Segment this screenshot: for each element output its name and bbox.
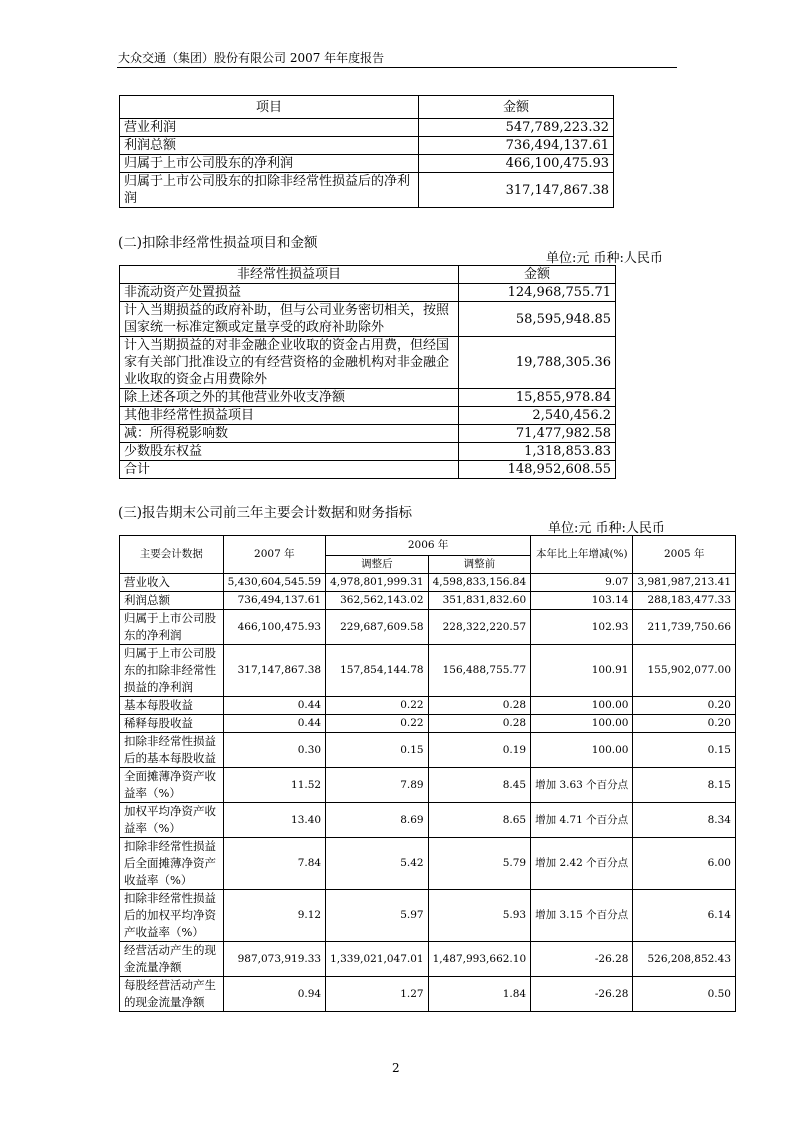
table-row [120, 173, 614, 208]
row-label: 营业收入 [120, 574, 224, 592]
row-amount: 2,540,456.2 [459, 407, 616, 425]
table-row [120, 425, 616, 443]
table-row [120, 137, 614, 155]
row-amount: 148,952,608.55 [459, 461, 616, 479]
value-change: -26.28 [531, 977, 633, 1012]
table-row [120, 284, 616, 302]
value-2006-adjusted-before: 351,831,832.60 [428, 592, 531, 610]
page-number: 2 [392, 1061, 400, 1075]
column-header-amount: 金额 [419, 96, 614, 119]
table-row [120, 890, 736, 942]
row-label: 合计 [120, 461, 459, 479]
value-2005: 0.20 [633, 715, 736, 733]
value-2006-adjusted-after: 157,854,144.78 [326, 645, 429, 697]
value-2006-adjusted-before: 156,488,755.77 [428, 645, 531, 697]
table-row [120, 697, 736, 715]
column-header-2006: 2006 年 [326, 536, 531, 556]
value-2006-adjusted-before: 0.28 [428, 697, 531, 715]
row-label: 基本每股收益 [120, 697, 224, 715]
value-change: 102.93 [531, 610, 633, 645]
table-row [120, 574, 736, 592]
value-2005: 211,739,750.66 [633, 610, 736, 645]
value-2005: 0.50 [633, 977, 736, 1012]
table-row [120, 645, 736, 697]
value-2006-adjusted-after: 5.42 [326, 838, 429, 890]
value-2007: 13.40 [223, 803, 326, 838]
row-label: 扣除非经常性损益后全面摊薄净资产收益率（%） [120, 838, 224, 890]
row-amount: 71,477,982.58 [459, 425, 616, 443]
value-2007: 0.44 [223, 697, 326, 715]
table-row [120, 610, 736, 645]
value-2007: 11.52 [223, 768, 326, 803]
value-change: -26.28 [531, 942, 633, 977]
table-row [120, 337, 616, 389]
value-2006-adjusted-after: 4,978,801,999.31 [326, 574, 429, 592]
value-2005: 0.20 [633, 697, 736, 715]
value-2007: 5,430,604,545.59 [223, 574, 326, 592]
table-row [120, 119, 614, 137]
row-amount: 466,100,475.93 [419, 155, 614, 173]
value-2006-adjusted-after: 0.15 [326, 733, 429, 768]
key-financial-data-table [119, 535, 736, 1012]
table-row [120, 768, 736, 803]
value-2006-adjusted-after: 362,562,143.02 [326, 592, 429, 610]
value-2007: 0.30 [223, 733, 326, 768]
row-amount: 547,789,223.32 [419, 119, 614, 137]
nonrecurring-items-table [119, 265, 616, 479]
row-amount: 124,968,755.71 [459, 284, 616, 302]
value-2005: 155,902,077.00 [633, 645, 736, 697]
row-label: 稀释每股收益 [120, 715, 224, 733]
column-header-2005: 2005 年 [633, 536, 736, 574]
value-2006-adjusted-before: 5.79 [428, 838, 531, 890]
value-change: 100.00 [531, 697, 633, 715]
value-change: 100.00 [531, 715, 633, 733]
column-header-nonrecurring-item: 非经常性损益项目 [120, 266, 459, 284]
table-row [120, 942, 736, 977]
table-row [120, 389, 616, 407]
value-2005: 288,183,477.33 [633, 592, 736, 610]
column-header-item: 项目 [120, 96, 419, 119]
row-label: 经营活动产生的现金流量净额 [120, 942, 224, 977]
row-amount: 19,788,305.36 [459, 337, 616, 389]
row-label: 扣除非经常性损益后的加权平均净资产收益率（%） [120, 890, 224, 942]
table-row [120, 592, 736, 610]
value-change: 100.91 [531, 645, 633, 697]
table-row [120, 977, 736, 1012]
value-2006-adjusted-after: 1,339,021,047.01 [326, 942, 429, 977]
row-label: 利润总额 [120, 137, 419, 155]
row-amount: 58,595,948.85 [459, 302, 616, 337]
value-2005: 8.34 [633, 803, 736, 838]
table-row [120, 715, 736, 733]
row-label: 归属于上市公司股东的净利润 [120, 155, 419, 173]
report-header: 大众交通（集团）股份有限公司 2007 年年度报告 [118, 51, 385, 65]
value-2005: 6.00 [633, 838, 736, 890]
unit-label-nonrecurring: 单位:元 币种:人民币 [546, 251, 663, 266]
value-2006-adjusted-before: 0.28 [428, 715, 531, 733]
row-label: 计入当期损益的政府补助，但与公司业务密切相关，按照国家统一标准定额或定量享受的政府补助除外 [120, 302, 459, 337]
table-row [120, 443, 616, 461]
row-label: 利润总额 [120, 592, 224, 610]
column-header-2007: 2007 年 [223, 536, 326, 574]
row-label: 少数股东权益 [120, 443, 459, 461]
value-change: 增加 4.71 个百分点 [531, 803, 633, 838]
value-2006-adjusted-before: 4,598,833,156.84 [428, 574, 531, 592]
value-2006-adjusted-before: 8.65 [428, 803, 531, 838]
row-label: 每股经营活动产生的现金流量净额 [120, 977, 224, 1012]
value-2005: 8.15 [633, 768, 736, 803]
value-2006-adjusted-before: 1.84 [428, 977, 531, 1012]
row-label: 营业利润 [120, 119, 419, 137]
row-amount: 736,494,137.61 [419, 137, 614, 155]
row-label: 除上述各项之外的其他营业外收支净额 [120, 389, 459, 407]
table-row [120, 155, 614, 173]
value-2006-adjusted-after: 1.27 [326, 977, 429, 1012]
header-divider [117, 67, 677, 68]
value-change: 100.00 [531, 733, 633, 768]
value-2007: 0.94 [223, 977, 326, 1012]
value-2005: 0.15 [633, 733, 736, 768]
value-2006-adjusted-before: 5.93 [428, 890, 531, 942]
row-label: 加权平均净资产收益率（%） [120, 803, 224, 838]
column-header-amount: 金额 [459, 266, 616, 284]
table-row [120, 461, 616, 479]
section-title-nonrecurring: (二)扣除非经常性损益项目和金额 [118, 235, 318, 251]
value-2007: 9.12 [223, 890, 326, 942]
row-amount: 15,855,978.84 [459, 389, 616, 407]
row-label: 其他非经常性损益项目 [120, 407, 459, 425]
value-2006-adjusted-before: 8.45 [428, 768, 531, 803]
value-change: 增加 3.15 个百分点 [531, 890, 633, 942]
value-2007: 466,100,475.93 [223, 610, 326, 645]
value-change: 增加 2.42 个百分点 [531, 838, 633, 890]
value-2006-adjusted-after: 0.22 [326, 697, 429, 715]
column-header-item: 主要会计数据 [120, 536, 224, 574]
value-2007: 7.84 [223, 838, 326, 890]
value-2007: 317,147,867.38 [223, 645, 326, 697]
value-2006-adjusted-after: 5.97 [326, 890, 429, 942]
value-2006-adjusted-before: 1,487,993,662.10 [428, 942, 531, 977]
value-change: 增加 3.63 个百分点 [531, 768, 633, 803]
value-2005: 3,981,987,213.41 [633, 574, 736, 592]
row-label: 非流动资产处置损益 [120, 284, 459, 302]
value-2007: 0.44 [223, 715, 326, 733]
column-header-change: 本年比上年增减(%) [531, 536, 633, 574]
table-row [120, 733, 736, 768]
value-2005: 6.14 [633, 890, 736, 942]
column-header-2006-adjusted-before: 调整前 [428, 556, 531, 574]
value-2006-adjusted-after: 229,687,609.58 [326, 610, 429, 645]
value-change: 9.07 [531, 574, 633, 592]
value-2006-adjusted-after: 8.69 [326, 803, 429, 838]
row-label: 归属于上市公司股东的净利润 [120, 610, 224, 645]
row-label: 全面摊薄净资产收益率（%） [120, 768, 224, 803]
section-title-key-data: (三)报告期末公司前三年主要会计数据和财务指标 [118, 505, 413, 521]
value-2007: 736,494,137.61 [223, 592, 326, 610]
unit-label-key-data: 单位:元 币种:人民币 [548, 521, 665, 536]
row-label: 计入当期损益的对非金融企业收取的资金占用费，但经国家有关部门批准设立的有经营资格的金融机构对非金融企业收取的资金占用费除外 [120, 337, 459, 389]
row-label: 扣除非经常性损益后的基本每股收益 [120, 733, 224, 768]
profit-summary-table [119, 95, 614, 208]
value-2007: 987,073,919.33 [223, 942, 326, 977]
table-row [120, 838, 736, 890]
row-amount: 1,318,853.83 [459, 443, 616, 461]
row-label: 减：所得税影响数 [120, 425, 459, 443]
table-row [120, 302, 616, 337]
value-2006-adjusted-after: 7.89 [326, 768, 429, 803]
value-2005: 526,208,852.43 [633, 942, 736, 977]
value-2006-adjusted-after: 0.22 [326, 715, 429, 733]
row-label: 归属于上市公司股东的扣除非经常性损益的净利润 [120, 645, 224, 697]
table-row [120, 803, 736, 838]
value-2006-adjusted-before: 0.19 [428, 733, 531, 768]
row-amount: 317,147,867.38 [419, 173, 614, 208]
value-change: 103.14 [531, 592, 633, 610]
column-header-2006-adjusted-after: 调整后 [326, 556, 429, 574]
table-row [120, 407, 616, 425]
value-2006-adjusted-before: 228,322,220.57 [428, 610, 531, 645]
row-label: 归属于上市公司股东的扣除非经常性损益后的净利润 [120, 173, 419, 208]
